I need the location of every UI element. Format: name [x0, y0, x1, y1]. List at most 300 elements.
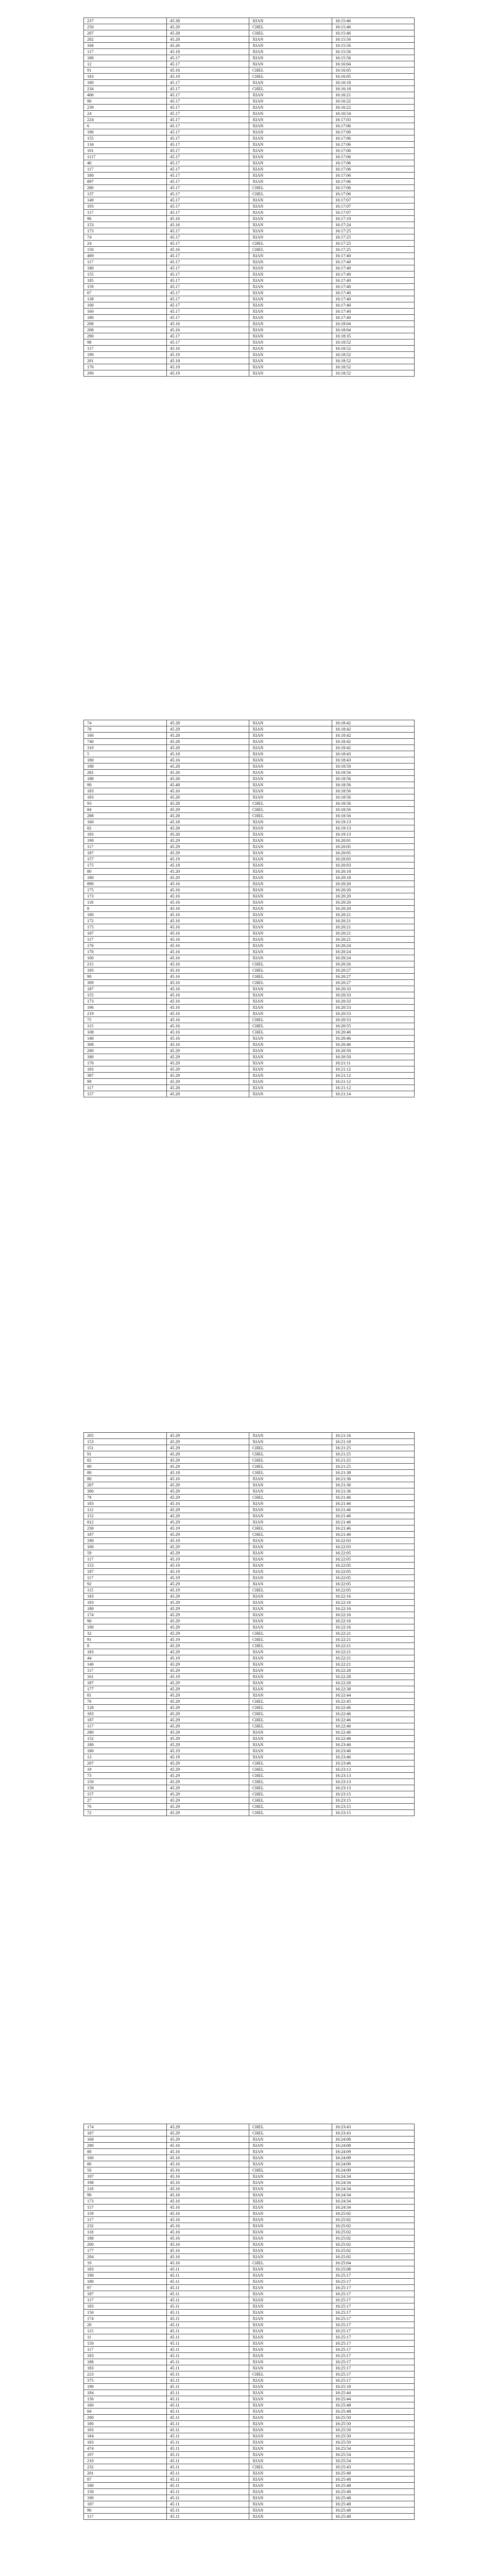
- time-cell: 16:22:46: [332, 1723, 415, 1730]
- table-row: [84, 2198, 415, 2205]
- quantity-cell: 173: [84, 893, 167, 900]
- time-cell: 16:23:15: [332, 1791, 415, 1798]
- table-row: [84, 986, 415, 992]
- venue-cell: XIAN: [249, 105, 332, 111]
- table-row: [84, 2470, 415, 2477]
- time-cell: 16:20:20: [332, 906, 415, 912]
- table-row: [84, 825, 415, 832]
- time-cell: 16:21:38: [332, 1470, 415, 1476]
- time-cell: 16:21:46: [332, 1513, 415, 1519]
- table-row: [84, 998, 415, 1005]
- venue-cell: CHEL: [249, 2124, 332, 2130]
- price-cell: 45.11: [167, 2285, 249, 2291]
- quantity-cell: 223: [84, 2371, 167, 2378]
- table-row: [84, 340, 415, 346]
- price-cell: 45.16: [167, 1011, 249, 1017]
- table-row: [84, 309, 415, 315]
- venue-cell: XIAN: [249, 2507, 332, 2514]
- table-row: [84, 2155, 415, 2161]
- time-cell: 16:24:34: [332, 2180, 415, 2186]
- quantity-cell: 173: [84, 998, 167, 1005]
- price-cell: 45.19: [167, 1575, 249, 1581]
- table-row: [84, 2402, 415, 2409]
- time-cell: 16:18:04: [332, 327, 415, 333]
- venue-cell: XIAN: [249, 1538, 332, 1544]
- venue-cell: XIAN: [249, 2291, 332, 2297]
- venue-cell: XIAN: [249, 2402, 332, 2409]
- quantity-cell: 91: [84, 1451, 167, 1458]
- time-cell: 16:17:40: [332, 302, 415, 309]
- price-cell: 45.16: [167, 216, 249, 222]
- time-cell: 16:21:12: [332, 1085, 415, 1091]
- venue-cell: CHEL: [249, 1451, 332, 1458]
- venue-cell: XIAN: [249, 844, 332, 850]
- price-cell: 45.19: [167, 1563, 249, 1569]
- time-cell: 16:18:43: [332, 751, 415, 757]
- quantity-cell: 157: [84, 1091, 167, 1097]
- quantity-cell: 310: [84, 745, 167, 751]
- time-cell: 16:20:24: [332, 949, 415, 955]
- price-cell: 45.17: [167, 197, 249, 204]
- price-cell: 45.19: [167, 1754, 249, 1760]
- table-row: [84, 2217, 415, 2223]
- price-cell: 45.28: [167, 801, 249, 807]
- quantity-cell: 282: [84, 770, 167, 776]
- quantity-cell: 286: [84, 185, 167, 191]
- venue-cell: XIAN: [249, 1686, 332, 1692]
- table-row: [84, 1513, 415, 1519]
- time-cell: 16:22:03: [332, 1544, 415, 1550]
- price-cell: 45.29: [167, 726, 249, 733]
- quantity-cell: 177: [84, 1686, 167, 1692]
- price-cell: 45.11: [167, 2347, 249, 2353]
- quantity-cell: 239: [84, 105, 167, 111]
- venue-cell: CHEL: [249, 813, 332, 819]
- table-row: [84, 1594, 415, 1600]
- quantity-cell: 117: [84, 937, 167, 943]
- quantity-cell: 224: [84, 117, 167, 123]
- quantity-cell: 280: [84, 1730, 167, 1736]
- venue-cell: XIAN: [249, 1544, 332, 1550]
- quantity-cell: 200: [84, 2242, 167, 2248]
- table-row: [84, 1760, 415, 1767]
- time-cell: 16:17:06: [332, 123, 415, 129]
- venue-cell: XIAN: [249, 1066, 332, 1073]
- quantity-cell: 155: [84, 992, 167, 998]
- price-cell: 45.20: [167, 869, 249, 875]
- table-row: [84, 788, 415, 794]
- table-row: [84, 2384, 415, 2390]
- price-cell: 45.16: [167, 1023, 249, 1029]
- time-cell: 16:20:27: [332, 980, 415, 986]
- table-row: [84, 862, 415, 869]
- table-row: [84, 1798, 415, 1804]
- time-cell: 16:22:46: [332, 1717, 415, 1723]
- price-cell: 45.17: [167, 340, 249, 346]
- price-cell: 45.29: [167, 1612, 249, 1618]
- table-row: [84, 900, 415, 906]
- venue-cell: XIAN: [249, 2415, 332, 2421]
- venue-cell: XIAN: [249, 43, 332, 49]
- venue-cell: XIAN: [249, 937, 332, 943]
- table-row: [84, 135, 415, 142]
- quantity-cell: 97: [84, 2285, 167, 2291]
- quantity-cell: 80: [84, 2149, 167, 2155]
- price-cell: 45.29: [167, 1643, 249, 1649]
- table-row: [84, 2439, 415, 2446]
- venue-cell: CHEL: [249, 2130, 332, 2137]
- time-cell: 16:17:06: [332, 166, 415, 173]
- price-cell: 45.16: [167, 2192, 249, 2198]
- time-cell: 16:25:02: [332, 2229, 415, 2235]
- table-row: [84, 2192, 415, 2198]
- venue-cell: XIAN: [249, 1085, 332, 1091]
- quantity-cell: 201: [84, 2470, 167, 2477]
- venue-cell: XIAN: [249, 2279, 332, 2285]
- venue-cell: XIAN: [249, 2149, 332, 2155]
- price-cell: 45.28: [167, 720, 249, 726]
- table-row: [84, 838, 415, 844]
- table-row: [84, 2458, 415, 2464]
- table-row: [84, 2174, 415, 2180]
- table-row: [84, 1791, 415, 1798]
- venue-cell: XIAN: [249, 1433, 332, 1439]
- quantity-cell: 153: [84, 1563, 167, 1569]
- venue-cell: CHEL: [249, 2464, 332, 2470]
- price-cell: 45.16: [167, 2143, 249, 2149]
- quantity-cell: 474: [84, 2446, 167, 2452]
- price-cell: 45.11: [167, 2322, 249, 2328]
- time-cell: 16:22:21: [332, 1662, 415, 1668]
- time-cell: 16:25:50: [332, 2427, 415, 2433]
- time-cell: 16:21:25: [332, 1458, 415, 1464]
- table-row: [84, 980, 415, 986]
- table-row: [84, 1563, 415, 1569]
- quantity-cell: 117: [84, 166, 167, 173]
- time-cell: 16:17:03: [332, 117, 415, 123]
- time-cell: 16:25:48: [332, 2483, 415, 2489]
- venue-cell: XIAN: [249, 327, 332, 333]
- time-cell: 16:25:02: [332, 2242, 415, 2248]
- quantity-cell: 183: [84, 2266, 167, 2273]
- quantity-cell: 87: [84, 2477, 167, 2483]
- venue-cell: XIAN: [249, 1482, 332, 1488]
- table-row: [84, 1748, 415, 1754]
- price-cell: 45.11: [167, 2297, 249, 2303]
- price-cell: 45.29: [167, 838, 249, 844]
- time-cell: 16:17:40: [332, 284, 415, 290]
- venue-cell: XIAN: [249, 912, 332, 918]
- venue-cell: CHEL: [249, 1711, 332, 1717]
- quantity-cell: 237: [84, 18, 167, 24]
- venue-cell: XIAN: [249, 18, 332, 24]
- price-cell: 45.19: [167, 1637, 249, 1643]
- table-row: [84, 2501, 415, 2507]
- quantity-cell: 187: [84, 2174, 167, 2180]
- venue-cell: XIAN: [249, 2137, 332, 2143]
- quantity-cell: 160: [84, 819, 167, 825]
- price-cell: 45.17: [167, 204, 249, 210]
- quantity-cell: 168: [84, 2137, 167, 2143]
- venue-cell: XIAN: [249, 955, 332, 961]
- price-cell: 45.17: [167, 296, 249, 302]
- time-cell: 16:25:17: [332, 2328, 415, 2334]
- table-row: [84, 1730, 415, 1736]
- table-row: [84, 160, 415, 166]
- venue-cell: XIAN: [249, 364, 332, 370]
- price-cell: 45.11: [167, 2266, 249, 2273]
- price-cell: 45.16: [167, 2248, 249, 2254]
- quantity-cell: 183: [84, 1066, 167, 1073]
- time-cell: 16:22:16: [332, 1606, 415, 1612]
- quantity-cell: 200: [84, 2415, 167, 2421]
- price-cell: 45.11: [167, 2439, 249, 2446]
- quantity-cell: 183: [84, 2427, 167, 2433]
- price-cell: 45.29: [167, 1631, 249, 1637]
- quantity-cell: 99: [84, 1079, 167, 1085]
- venue-cell: XIAN: [249, 2495, 332, 2501]
- table-row: [84, 123, 415, 129]
- quantity-cell: 90: [84, 2192, 167, 2198]
- price-cell: 45.16: [167, 986, 249, 992]
- table-row: [84, 1631, 415, 1637]
- time-cell: 16:17:40: [332, 259, 415, 265]
- trades-table-1: [83, 18, 415, 377]
- time-cell: 16:17:06: [332, 135, 415, 142]
- table-row: [84, 278, 415, 284]
- table-row: [84, 315, 415, 321]
- quantity-cell: 375: [84, 2378, 167, 2384]
- venue-cell: CHEL: [249, 807, 332, 813]
- venue-cell: XIAN: [249, 776, 332, 782]
- price-cell: 45.29: [167, 1048, 249, 1054]
- time-cell: 16:20:18: [332, 869, 415, 875]
- venue-cell: XIAN: [249, 2458, 332, 2464]
- price-cell: 45.16: [167, 2186, 249, 2192]
- table-row: [84, 185, 415, 191]
- quantity-cell: 183: [84, 1594, 167, 1600]
- price-cell: 45.11: [167, 2514, 249, 2520]
- time-cell: 16:25:50: [332, 2421, 415, 2427]
- price-cell: 45.11: [167, 2427, 249, 2433]
- quantity-cell: 168: [84, 43, 167, 49]
- time-cell: 16:25:02: [332, 2254, 415, 2260]
- time-cell: 16:21:12: [332, 1073, 415, 1079]
- price-cell: 45.29: [167, 850, 249, 856]
- table-row: [84, 1458, 415, 1464]
- venue-cell: XIAN: [249, 1569, 332, 1575]
- time-cell: 16:25:50: [332, 2439, 415, 2446]
- venue-cell: CHEL: [249, 1798, 332, 1804]
- venue-cell: XIAN: [249, 1439, 332, 1445]
- price-cell: 45.16: [167, 346, 249, 352]
- table-row: [84, 2254, 415, 2260]
- price-cell: 45.17: [167, 265, 249, 272]
- table-row: [84, 2310, 415, 2316]
- venue-cell: XIAN: [249, 1692, 332, 1699]
- quantity-cell: 187: [84, 850, 167, 856]
- time-cell: 16:22:28: [332, 1680, 415, 1686]
- venue-cell: XIAN: [249, 296, 332, 302]
- quantity-cell: 74: [84, 234, 167, 241]
- quantity-cell: 5: [84, 751, 167, 757]
- quantity-cell: 81: [84, 1692, 167, 1699]
- time-cell: 16:17:06: [332, 160, 415, 166]
- table-row: [84, 1085, 415, 1091]
- quantity-cell: 208: [84, 321, 167, 327]
- time-cell: 16:25:43: [332, 2464, 415, 2470]
- time-cell: 16:20:27: [332, 974, 415, 980]
- quantity-cell: 173: [84, 2198, 167, 2205]
- venue-cell: XIAN: [249, 1680, 332, 1686]
- time-cell: 16:16:54: [332, 111, 415, 117]
- quantity-cell: 1117: [84, 154, 167, 160]
- price-cell: 45.19: [167, 1587, 249, 1594]
- quantity-cell: 180: [84, 2279, 167, 2285]
- time-cell: 16:15:56: [332, 55, 415, 61]
- time-cell: 16:25:04: [332, 2260, 415, 2266]
- quantity-cell: 115: [84, 1023, 167, 1029]
- time-cell: 16:18:42: [332, 720, 415, 726]
- price-cell: 45.29: [167, 1773, 249, 1779]
- venue-cell: XIAN: [249, 998, 332, 1005]
- time-cell: 16:17:40: [332, 309, 415, 315]
- table-row: [84, 1488, 415, 1495]
- venue-cell: XIAN: [249, 2365, 332, 2371]
- table-row: [84, 807, 415, 813]
- venue-cell: XIAN: [249, 135, 332, 142]
- venue-cell: XIAN: [249, 352, 332, 358]
- quantity-cell: 180: [84, 912, 167, 918]
- venue-cell: XIAN: [249, 216, 332, 222]
- venue-cell: XIAN: [249, 49, 332, 55]
- table-row: [84, 37, 415, 43]
- time-cell: 16:22:03: [332, 1538, 415, 1544]
- price-cell: 45.11: [167, 2483, 249, 2489]
- price-cell: 45.17: [167, 80, 249, 86]
- venue-cell: XIAN: [249, 1662, 332, 1668]
- venue-cell: XIAN: [249, 2384, 332, 2390]
- table-row: [84, 234, 415, 241]
- price-cell: 45.19: [167, 856, 249, 862]
- price-cell: 45.29: [167, 1507, 249, 1513]
- venue-cell: XIAN: [249, 1513, 332, 1519]
- price-cell: 45.29: [167, 1791, 249, 1798]
- quantity-cell: 309: [84, 980, 167, 986]
- table-row: [84, 1674, 415, 1680]
- venue-cell: XIAN: [249, 2273, 332, 2279]
- quantity-cell: 152: [84, 1736, 167, 1742]
- venue-cell: XIAN: [249, 2334, 332, 2341]
- time-cell: 16:22:16: [332, 1618, 415, 1624]
- quantity-cell: 140: [84, 197, 167, 204]
- quantity-cell: 170: [84, 949, 167, 955]
- price-cell: 45.16: [167, 2254, 249, 2260]
- quantity-cell: 101: [84, 148, 167, 154]
- venue-cell: CHEL: [249, 2260, 332, 2266]
- table-row: [84, 2489, 415, 2495]
- table-row: [84, 2205, 415, 2211]
- quantity-cell: 180: [84, 1054, 167, 1060]
- price-cell: 45.17: [167, 234, 249, 241]
- table-row: [84, 2421, 415, 2427]
- quantity-cell: 193: [84, 204, 167, 210]
- table-row: [84, 1066, 415, 1073]
- time-cell: 16:18:52: [332, 358, 415, 364]
- time-cell: 16:24:09: [332, 2161, 415, 2167]
- time-cell: 16:21:46: [332, 1526, 415, 1532]
- table-row: [84, 832, 415, 838]
- time-cell: 16:23:46: [332, 1760, 415, 1767]
- table-row: [84, 1011, 415, 1017]
- price-cell: 45.11: [167, 2501, 249, 2507]
- time-cell: 16:20:53: [332, 1005, 415, 1011]
- venue-cell: XIAN: [249, 166, 332, 173]
- price-cell: 45.16: [167, 2260, 249, 2266]
- venue-cell: XIAN: [249, 2205, 332, 2211]
- table-row: [84, 129, 415, 135]
- venue-cell: XIAN: [249, 2421, 332, 2427]
- quantity-cell: 180: [84, 80, 167, 86]
- quantity-cell: 100: [84, 955, 167, 961]
- price-cell: 45.17: [167, 315, 249, 321]
- quantity-cell: 157: [84, 856, 167, 862]
- venue-cell: XIAN: [249, 1624, 332, 1631]
- venue-cell: XIAN: [249, 2235, 332, 2242]
- table-row: [84, 782, 415, 788]
- table-row: [84, 974, 415, 980]
- price-cell: 45.19: [167, 1655, 249, 1662]
- time-cell: 16:17:07: [332, 197, 415, 204]
- quantity-cell: 387: [84, 1073, 167, 1079]
- quantity-cell: 897: [84, 179, 167, 185]
- table-row: [84, 949, 415, 955]
- quantity-cell: 190: [84, 1624, 167, 1631]
- venue-cell: XIAN: [249, 234, 332, 241]
- venue-cell: XIAN: [249, 770, 332, 776]
- time-cell: 16:20:05: [332, 844, 415, 850]
- trades-table-3: [83, 1432, 415, 1816]
- table-row: [84, 290, 415, 296]
- time-cell: 16:24:34: [332, 2205, 415, 2211]
- time-cell: 16:22:46: [332, 1736, 415, 1742]
- time-cell: 16:17:07: [332, 204, 415, 210]
- time-cell: 16:21:12: [332, 1066, 415, 1073]
- table-row: [84, 1649, 415, 1655]
- quantity-cell: 198: [84, 2180, 167, 2186]
- price-cell: 45.16: [167, 2229, 249, 2235]
- time-cell: 16:17:06: [332, 154, 415, 160]
- time-cell: 16:24:08: [332, 2143, 415, 2149]
- quantity-cell: 280: [84, 2143, 167, 2149]
- venue-cell: XIAN: [249, 2285, 332, 2291]
- table-row: [84, 1445, 415, 1451]
- venue-cell: XIAN: [249, 1060, 332, 1066]
- quantity-cell: 118: [84, 2229, 167, 2235]
- price-cell: 45.11: [167, 2452, 249, 2458]
- time-cell: 16:23:13: [332, 1785, 415, 1791]
- quantity-cell: 44: [84, 1655, 167, 1662]
- price-cell: 45.17: [167, 55, 249, 61]
- time-cell: 16:25:17: [332, 2353, 415, 2359]
- table-row: [84, 943, 415, 949]
- price-cell: 45.29: [167, 844, 249, 850]
- quantity-cell: 117: [84, 2297, 167, 2303]
- price-cell: 45.17: [167, 105, 249, 111]
- venue-cell: CHEL: [249, 980, 332, 986]
- quantity-cell: 161: [84, 1674, 167, 1680]
- price-cell: 45.28: [167, 745, 249, 751]
